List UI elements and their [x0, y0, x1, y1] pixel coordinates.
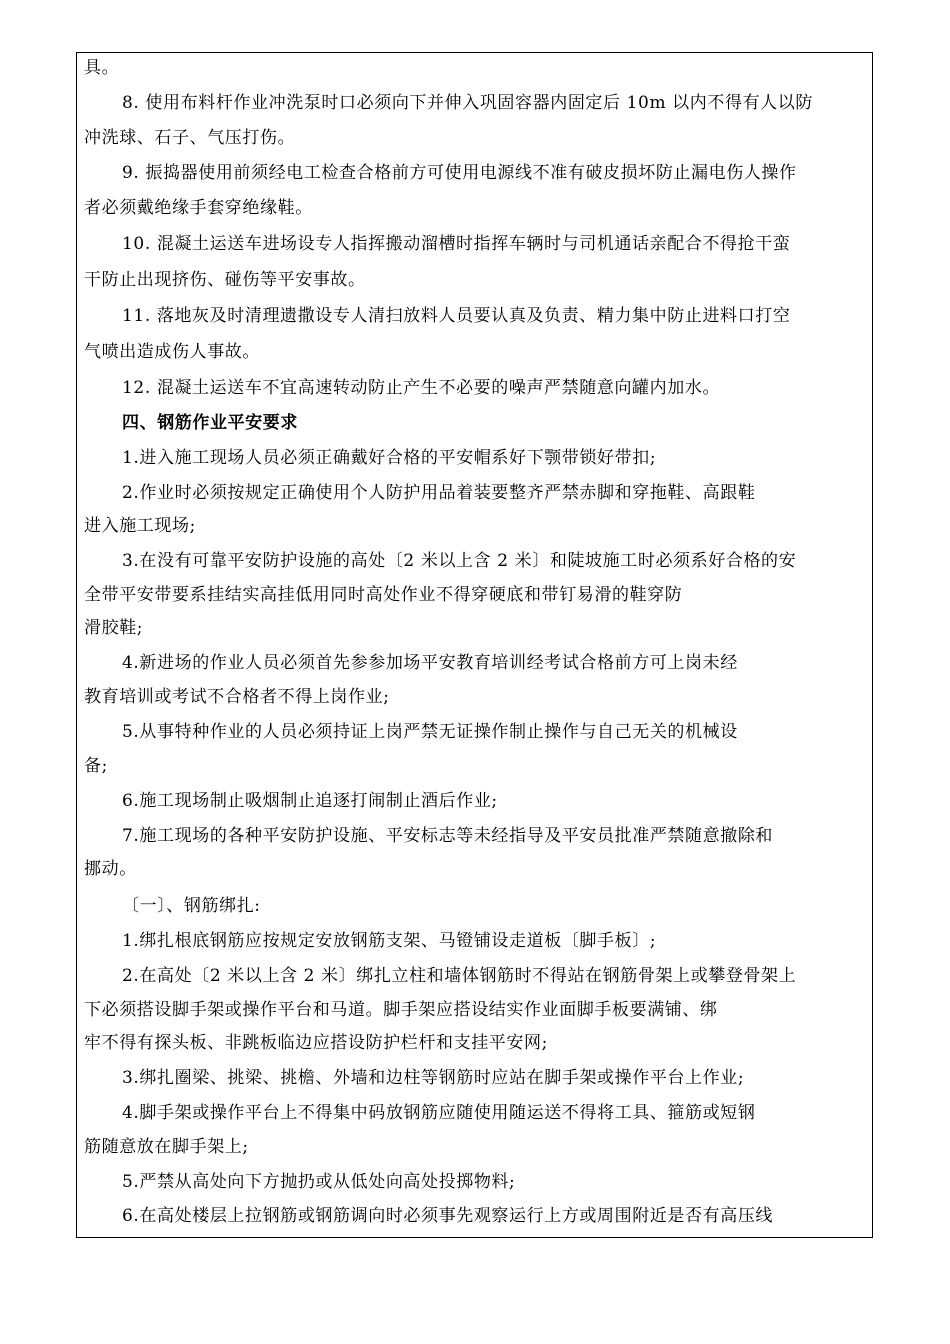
text-line: 5.严禁从高处向下方抛扔或从低处向高处投掷物料; [122, 1172, 516, 1192]
text-line: 4.新进场的作业人员必须首先参参加场平安教育培训经考试合格前方可上岗未经 [122, 653, 738, 673]
text-line: 者必须戴绝缘手套穿绝缘鞋。 [84, 198, 313, 218]
document-frame [76, 52, 873, 1238]
text-line: 4.脚手架或操作平台上不得集中码放钢筋应随使用随运送不得将工具、箍筋或短钢 [122, 1103, 756, 1123]
text-line: 滑胶鞋; [84, 618, 144, 638]
text-line: 6.施工现场制止吸烟制止追逐打闹制止酒后作业; [122, 791, 498, 811]
text-line: 12. 混凝土运送车不宜高速转动防止产生不必要的噪声严禁随意向罐内加水。 [122, 378, 721, 398]
text-line: 9. 振捣器使用前须经电工检查合格前方可使用电源线不准有破皮损坏防止漏电伤人操作 [122, 163, 797, 183]
text-line: 冲洗球、石子、气压打伤。 [84, 128, 296, 148]
text-line: 1.进入施工现场人员必须正确戴好合格的平安帽系好下颚带锁好带扣; [122, 448, 657, 468]
text-line: 进入施工现场; [84, 516, 196, 536]
text-line: 筋随意放在脚手架上; [84, 1137, 249, 1157]
text-line: 教育培训或考试不合格者不得上岗作业; [84, 687, 390, 707]
text-line: 11. 落地灰及时清理遗撒设专人清扫放料人员要认真及负责、精力集中防止进料口打空 [122, 306, 791, 326]
text-line: 具。 [84, 58, 120, 78]
text-line: 3.绑扎圈梁、挑梁、挑檐、外墙和边柱等钢筋时应站在脚手架或操作平台上作业; [122, 1068, 745, 1088]
text-line: 6.在高处楼层上拉钢筋或钢筋调向时必须事先观察运行上方或周围附近是否有高压线 [122, 1206, 774, 1226]
text-line: 挪动。 [84, 859, 137, 879]
text-line: 3.在没有可靠平安防护设施的高处〔2 米以上含 2 米〕和陡坡施工时必须系好合格的安 [122, 551, 797, 571]
text-line: 1.绑扎根底钢筋应按规定安放钢筋支架、马镫铺设走道板〔脚手板〕; [122, 931, 657, 951]
text-line: 2.在高处〔2 米以上含 2 米〕绑扎立柱和墙体钢筋时不得站在钢筋骨架上或攀登骨架上 [122, 966, 797, 986]
text-line: 7.施工现场的各种平安防护设施、平安标志等未经指导及平安员批准严禁随意撤除和 [122, 826, 774, 846]
text-line: 5.从事特种作业的人员必须持证上岗严禁无证操作制止操作与自己无关的机械设 [122, 722, 738, 742]
subsection-heading: 〔一〕、钢筋绑扎: [122, 896, 261, 916]
text-line: 气喷出造成伤人事故。 [84, 342, 260, 362]
section-heading: 四、钢筋作业平安要求 [122, 413, 298, 433]
text-line: 牢不得有探头板、非跳板临边应搭设防护栏杆和支挂平安网; [84, 1033, 548, 1053]
text-line: 下必须搭设脚手架或操作平台和马道。脚手架应搭设结实作业面脚手板要满铺、绑 [84, 1000, 718, 1020]
text-line: 备; [84, 756, 108, 776]
text-line: 8. 使用布料杆作业冲洗泵时口必须向下并伸入巩固容器内固定后 10m 以内不得有人以防 [122, 93, 813, 113]
text-line: 干防止出现挤伤、碰伤等平安事故。 [84, 270, 366, 290]
text-line: 10. 混凝土运送车进场设专人指挥搬动溜槽时指挥车辆时与司机通话亲配合不得抢干蛮 [122, 234, 791, 254]
text-line: 2.作业时必须按规定正确使用个人防护用品着装要整齐严禁赤脚和穿拖鞋、高跟鞋 [122, 483, 756, 503]
text-line: 全带平安带要系挂结实高挂低用同时高处作业不得穿硬底和带钉易滑的鞋穿防 [84, 585, 683, 605]
